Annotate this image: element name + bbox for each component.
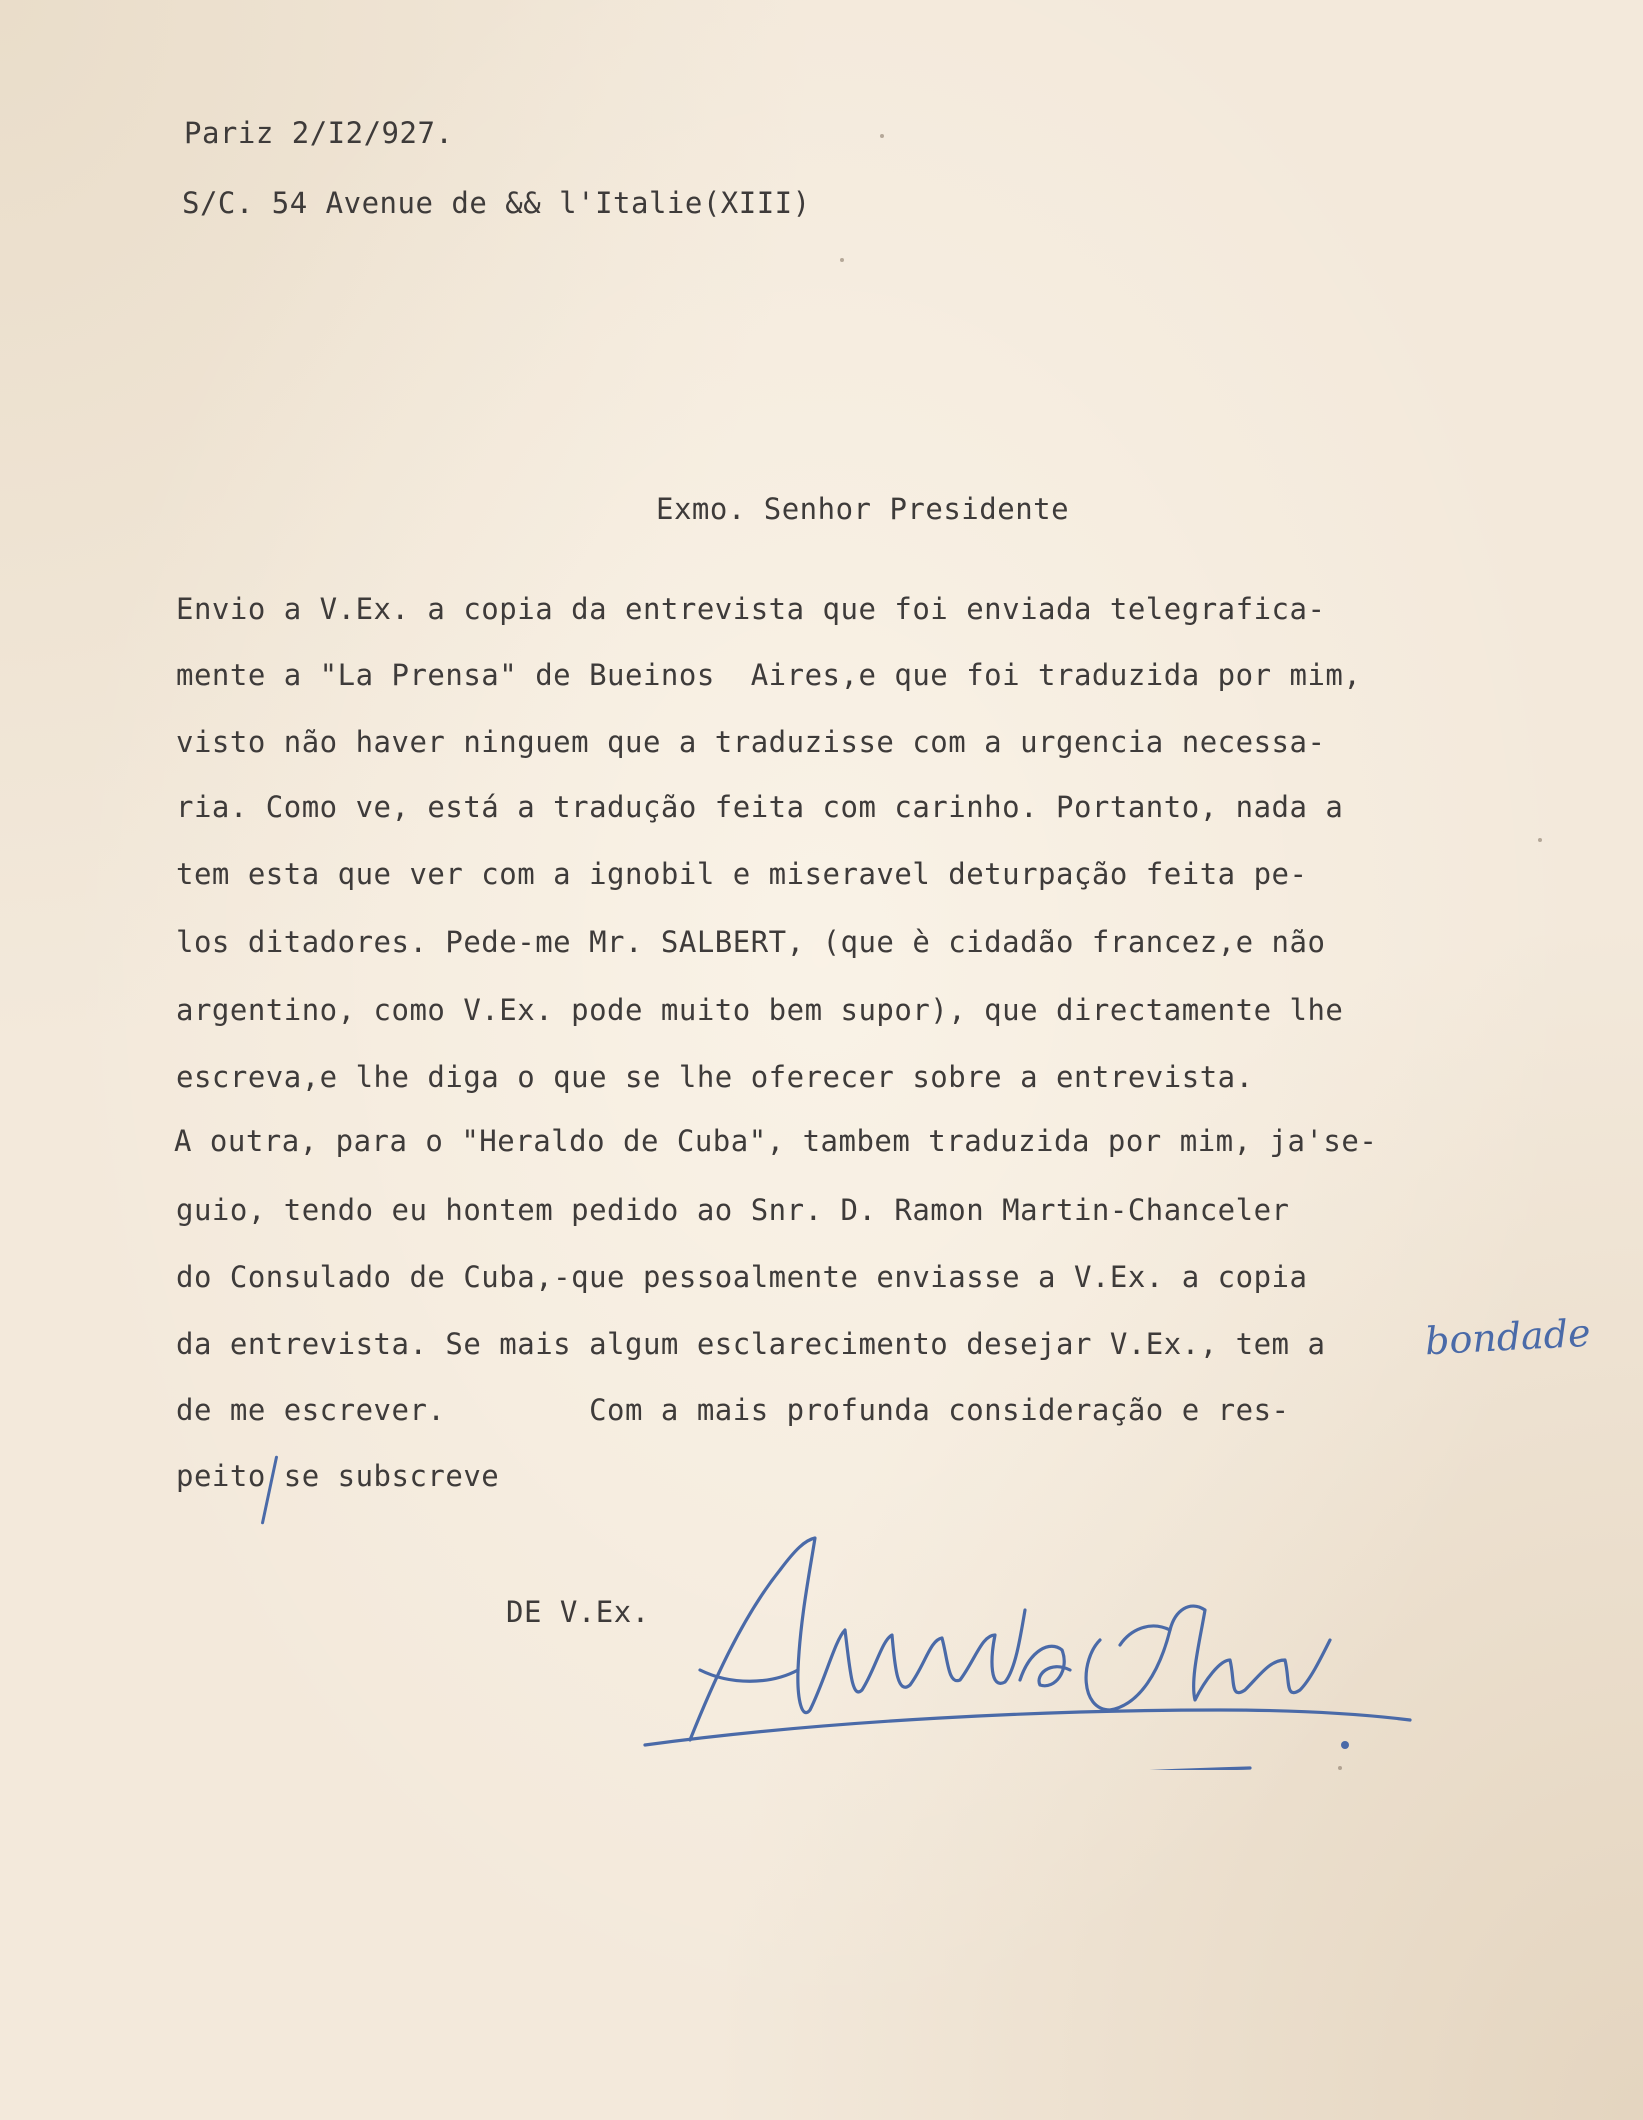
paper-speck — [880, 134, 884, 138]
body-line-4: ria. Como ve, está a tradução feita com carinho. Portanto, nada a — [176, 790, 1344, 824]
address-line: S/C. 54 Avenue de && l'Italie(XIII) — [182, 186, 811, 220]
paper-speck — [1538, 838, 1542, 842]
body-line-3: visto não haver ninguem que a traduzisse com a urgencia necessa- — [176, 725, 1326, 759]
paper-speck — [1338, 1766, 1342, 1770]
place-date: Pariz 2/I2/927. — [184, 116, 454, 150]
body-line-2: mente a "La Prensa" de Bueinos Aires,e que foi traduzida por mim, — [176, 658, 1362, 692]
body-line-11: do Consulado de Cuba,-que pessoalmente enviasse a V.Ex. a copia — [176, 1260, 1308, 1294]
handwritten-signature-icon — [630, 1510, 1430, 1770]
body-line-9: A outra, para o "Heraldo de Cuba", tambem traduzida por mim, ja'se- — [174, 1124, 1378, 1158]
body-line-5: tem esta que ver com a ignobil e miseravel deturpação feita pe- — [176, 857, 1308, 891]
body-line-10: guio, tendo eu hontem pedido ao Snr. D. Ramon Martin-Chanceler — [176, 1193, 1290, 1227]
body-line-1: Envio a V.Ex. a copia da entrevista que foi enviada telegrafica- — [176, 592, 1326, 626]
handwritten-insert: bondade — [1423, 1310, 1592, 1364]
body-line-13: de me escrever. Com a mais profunda consideração e res- — [176, 1393, 1290, 1427]
closing: DE V.Ex. — [506, 1595, 650, 1629]
body-line-8: escreva,e lhe diga o que se lhe oferecer sobre a entrevista. — [176, 1060, 1254, 1094]
body-line-14: peito se subscreve — [176, 1459, 500, 1493]
body-line-6: los ditadores. Pede-me Mr. SALBERT, (que è cidadão francez,e não — [176, 925, 1326, 959]
body-line-12: da entrevista. Se mais algum esclarecimento desejar V.Ex., tem a — [176, 1327, 1326, 1361]
salutation: Exmo. Senhor Presidente — [656, 492, 1070, 526]
paper-speck — [840, 258, 844, 262]
body-line-7: argentino, como V.Ex. pode muito bem supor), que directamente lhe — [176, 993, 1344, 1027]
